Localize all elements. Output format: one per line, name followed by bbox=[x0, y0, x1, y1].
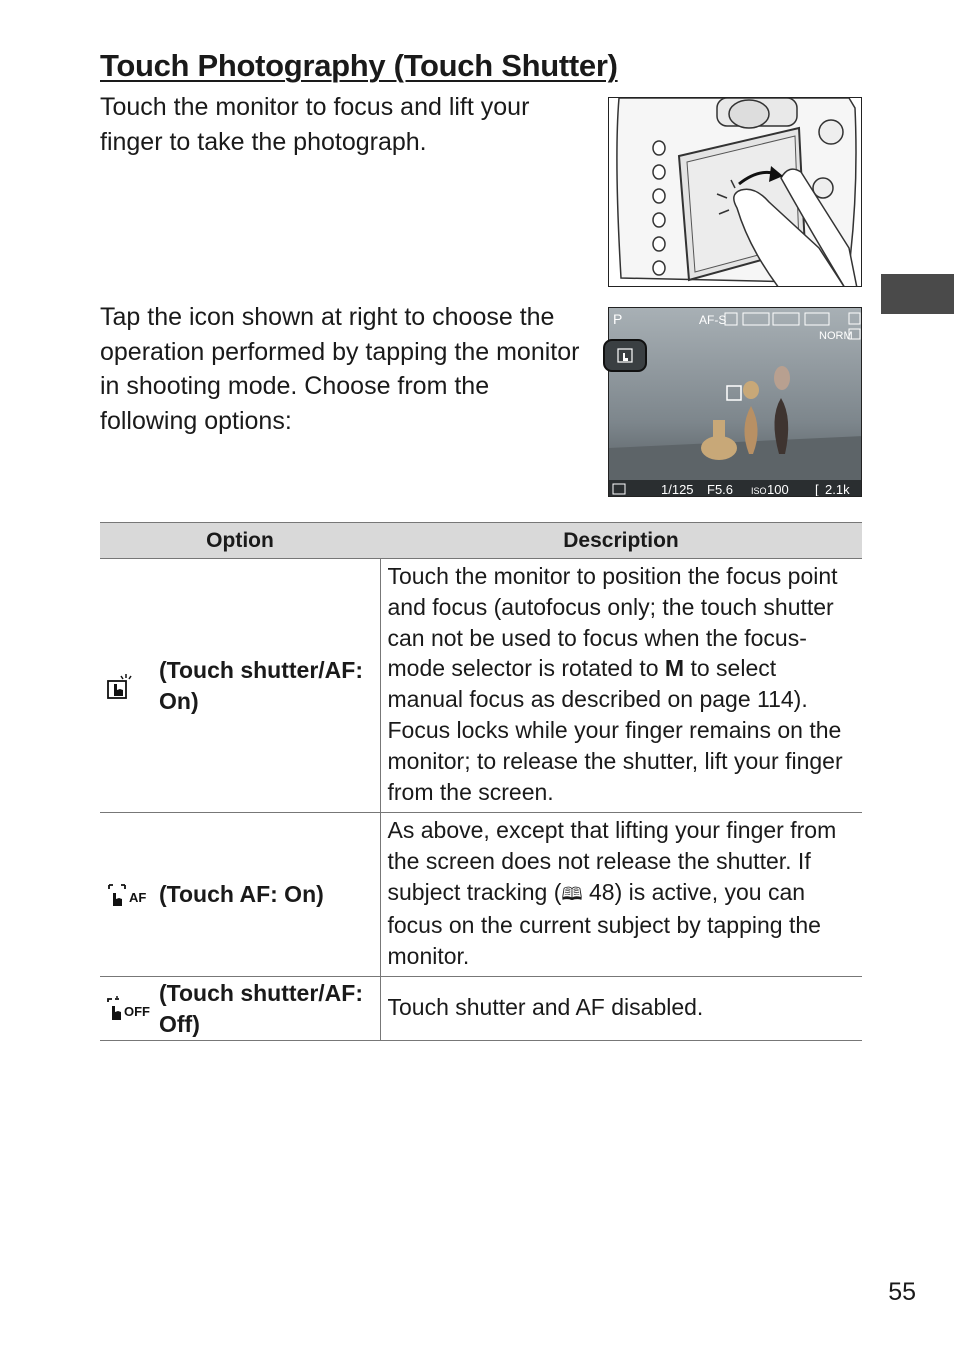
option-label: (Touch AF: On) bbox=[159, 881, 324, 908]
book-icon: 🕮 bbox=[561, 883, 583, 904]
camera-touch-illustration bbox=[608, 97, 862, 287]
option-description: As above, except that lifting your finger from the screen does not release the shutter. If subject tracking (🕮 48) is active, you can focus on the current subject by tapping the monitor. bbox=[380, 813, 862, 977]
page-number: 55 bbox=[888, 1278, 916, 1306]
touch-af-off-icon bbox=[105, 996, 157, 1022]
shutter-speed: 1/125 bbox=[661, 482, 694, 497]
touch-shutter-icon bbox=[605, 341, 645, 370]
option-label: (Touch shutter/AF: Off) bbox=[159, 979, 363, 1037]
touch-mode-button-callout[interactable] bbox=[603, 339, 647, 372]
touch-shutter-af-on-icon bbox=[105, 672, 135, 700]
aperture: F5.6 bbox=[707, 482, 734, 497]
table-row bbox=[100, 559, 862, 813]
option-description: Touch shutter and AF disabled. bbox=[380, 977, 862, 1041]
table-row bbox=[100, 813, 862, 977]
remaining-shots: 2.1k bbox=[825, 482, 850, 497]
shooting-mode-indicator: P bbox=[613, 311, 623, 327]
instruction-paragraph: Tap the icon shown at right to choose the operation performed by tapping the monitor in shooting mode. Choose from the following options: bbox=[100, 303, 580, 435]
iso-value: 100 bbox=[767, 482, 789, 497]
header-option: Option bbox=[100, 523, 380, 559]
svg-text:ISO: ISO bbox=[751, 486, 767, 496]
intro-paragraph: Touch the monitor to focus and lift your finger to take the photograph. bbox=[100, 93, 530, 156]
af-mode-indicator: AF-S bbox=[699, 313, 727, 327]
option-label: (Touch shutter/AF: On) bbox=[159, 656, 363, 714]
svg-text:OFF: OFF bbox=[124, 1003, 150, 1019]
touch-af-on-icon bbox=[105, 882, 151, 908]
svg-text:[: [ bbox=[815, 482, 819, 497]
svg-text:AF: AF bbox=[129, 889, 147, 905]
page-title: Touch Photography (Touch Shutter) bbox=[100, 48, 618, 83]
live-view-screen bbox=[608, 307, 862, 497]
options-table bbox=[100, 522, 862, 1041]
header-description: Description bbox=[380, 523, 862, 559]
image-quality-indicator: NORM bbox=[819, 330, 853, 342]
chapter-tab bbox=[881, 274, 954, 314]
option-description: Touch the monitor to position the focus point and focus (autofocus only; the touch shutter can not be used to focus when the focus-mode selector is rotated to M to select manual focus as described on page 114). Focus locks while your finger remains on the monitor; to release the shutter, lift your finger from the screen. bbox=[380, 559, 862, 813]
table-row bbox=[100, 977, 862, 1041]
